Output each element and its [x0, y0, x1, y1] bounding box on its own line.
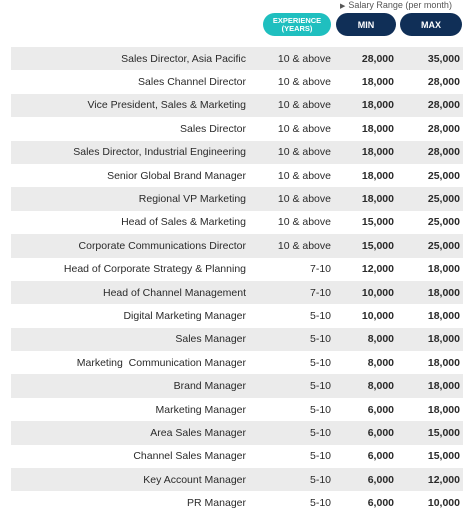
- job-title-cell: Head of Sales & Marketing: [121, 216, 246, 229]
- table-row: [11, 117, 463, 140]
- min-salary-cell: 18,000: [361, 122, 394, 135]
- max-header: MAX: [400, 13, 462, 36]
- job-title-cell: Regional VP Marketing: [138, 193, 246, 206]
- job-title-cell: Corporate Communications Director: [78, 239, 246, 252]
- table-row: [11, 468, 463, 491]
- table-row: [11, 304, 463, 327]
- max-salary-cell: 28,000: [427, 122, 460, 135]
- experience-cell: 5-10: [309, 450, 331, 463]
- max-salary-cell: 10,000: [427, 497, 460, 510]
- min-salary-cell: 12,000: [361, 263, 394, 276]
- job-title-cell: Digital Marketing Manager: [123, 309, 246, 322]
- max-salary-cell: 15,000: [427, 426, 460, 439]
- experience-header-line1: EXPERIENCE: [272, 15, 322, 25]
- max-salary-cell: 18,000: [427, 403, 460, 416]
- max-salary-cell: 18,000: [427, 333, 460, 346]
- experience-cell: 10 & above: [277, 216, 331, 229]
- experience-cell: 5-10: [309, 309, 331, 322]
- min-salary-cell: 6,000: [367, 473, 394, 486]
- min-salary-cell: 18,000: [361, 76, 394, 89]
- job-title-cell: Sales Manager: [175, 333, 246, 346]
- min-header: MIN: [336, 13, 396, 36]
- job-title-cell: Sales Director: [180, 122, 246, 135]
- salary-range-label: Salary Range (per month): [348, 0, 452, 10]
- min-salary-cell: 18,000: [361, 146, 394, 159]
- max-salary-cell: 25,000: [427, 169, 460, 182]
- job-title-cell: Senior Global Brand Manager: [107, 169, 246, 182]
- max-salary-cell: 18,000: [427, 286, 460, 299]
- max-salary-cell: 12,000: [427, 473, 460, 486]
- job-title-cell: Head of Channel Management: [102, 286, 246, 299]
- job-title-cell: Sales Director, Asia Pacific: [121, 52, 246, 65]
- job-title-cell: Area Sales Manager: [150, 426, 246, 439]
- min-salary-cell: 8,000: [367, 356, 394, 369]
- max-salary-cell: 18,000: [427, 309, 460, 322]
- experience-cell: 10 & above: [277, 99, 331, 112]
- table-row: [11, 211, 463, 234]
- max-salary-cell: 25,000: [427, 193, 460, 206]
- min-salary-cell: 18,000: [361, 193, 394, 206]
- min-salary-cell: 15,000: [361, 239, 394, 252]
- table-row: [11, 421, 463, 444]
- max-salary-cell: 18,000: [427, 380, 460, 393]
- experience-cell: 5-10: [309, 333, 331, 346]
- table-row: [11, 445, 463, 468]
- job-title-cell: Sales Channel Director: [138, 76, 246, 89]
- min-salary-cell: 10,000: [361, 309, 394, 322]
- experience-cell: 10 & above: [277, 52, 331, 65]
- experience-cell: 7-10: [309, 286, 331, 299]
- min-salary-cell: 18,000: [361, 169, 394, 182]
- max-salary-cell: 15,000: [427, 450, 460, 463]
- experience-cell: 10 & above: [277, 146, 331, 159]
- table-row: [11, 281, 463, 304]
- table-row: [11, 164, 463, 187]
- table-row: [11, 70, 463, 93]
- experience-cell: 10 & above: [277, 122, 331, 135]
- job-title-cell: PR Manager: [187, 497, 246, 510]
- job-title-cell: Head of Corporate Strategy & Planning: [63, 263, 246, 276]
- table-row: [11, 491, 463, 514]
- max-salary-cell: 18,000: [427, 356, 460, 369]
- table-row: [11, 374, 463, 397]
- max-salary-cell: 25,000: [427, 239, 460, 252]
- triangle-right-icon: ▶: [340, 3, 346, 10]
- min-salary-cell: 6,000: [367, 497, 394, 510]
- min-salary-cell: 6,000: [367, 450, 394, 463]
- job-title-cell: Vice President, Sales & Marketing: [87, 99, 246, 112]
- experience-header-line2: (YEARS): [281, 23, 313, 33]
- experience-cell: 5-10: [309, 497, 331, 510]
- min-salary-cell: 8,000: [367, 380, 394, 393]
- job-title-cell: Brand Manager: [173, 380, 246, 393]
- table-row: [11, 47, 463, 70]
- table-row: [11, 258, 463, 281]
- max-salary-cell: 28,000: [427, 76, 460, 89]
- job-title-cell: Channel Sales Manager: [133, 450, 246, 463]
- job-title-cell: Marketing Manager: [155, 403, 246, 416]
- experience-cell: 5-10: [309, 473, 331, 486]
- min-salary-cell: 10,000: [361, 286, 394, 299]
- table-row: [11, 141, 463, 164]
- max-salary-cell: 18,000: [427, 263, 460, 276]
- experience-cell: 5-10: [309, 403, 331, 416]
- min-salary-cell: 8,000: [367, 333, 394, 346]
- max-salary-cell: 28,000: [427, 99, 460, 112]
- experience-cell: 7-10: [309, 263, 331, 276]
- table-row: [11, 351, 463, 374]
- experience-cell: 10 & above: [277, 169, 331, 182]
- table-row: [11, 398, 463, 421]
- min-salary-cell: 15,000: [361, 216, 394, 229]
- min-salary-cell: 18,000: [361, 99, 394, 112]
- salary-range-note: [340, 0, 452, 10]
- experience-header: [263, 13, 331, 36]
- job-title-cell: Sales Director, Industrial Engineering: [73, 146, 246, 159]
- experience-cell: 10 & above: [277, 239, 331, 252]
- job-title-cell: Marketing Communication Manager: [76, 356, 246, 369]
- experience-cell: 5-10: [309, 426, 331, 439]
- max-salary-cell: 35,000: [427, 52, 460, 65]
- salary-table: [11, 47, 463, 515]
- experience-cell: 10 & above: [277, 193, 331, 206]
- experience-cell: 10 & above: [277, 76, 331, 89]
- table-row: [11, 328, 463, 351]
- job-title-cell: Key Account Manager: [143, 473, 246, 486]
- min-salary-cell: 28,000: [361, 52, 394, 65]
- table-row: [11, 94, 463, 117]
- table-row: [11, 234, 463, 257]
- min-salary-cell: 6,000: [367, 403, 394, 416]
- min-salary-cell: 6,000: [367, 426, 394, 439]
- experience-cell: 5-10: [309, 356, 331, 369]
- experience-cell: 5-10: [309, 380, 331, 393]
- max-salary-cell: 25,000: [427, 216, 460, 229]
- max-salary-cell: 28,000: [427, 146, 460, 159]
- table-row: [11, 187, 463, 210]
